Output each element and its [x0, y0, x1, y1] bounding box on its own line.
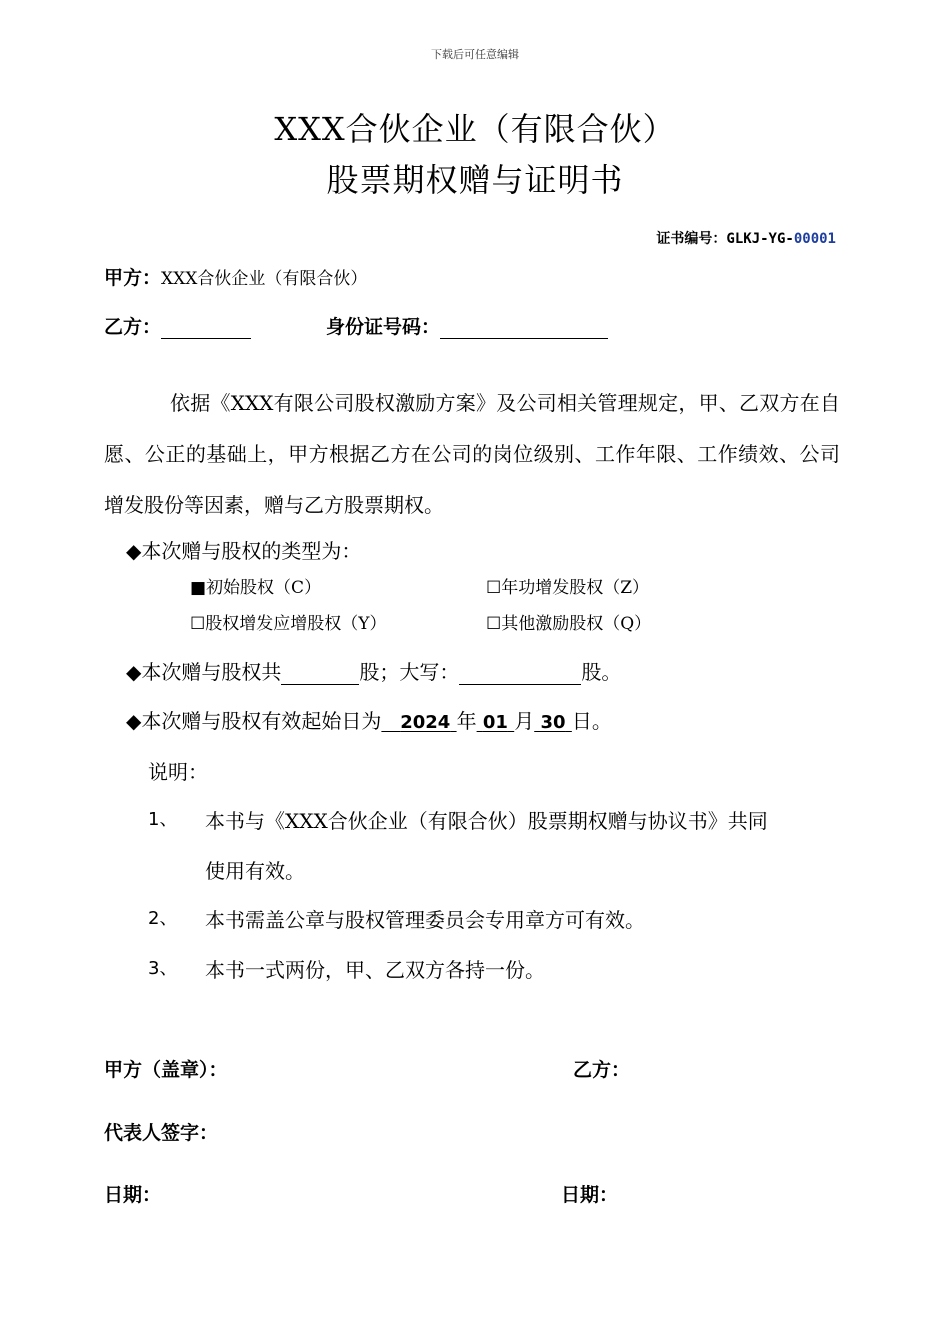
checkbox-empty-icon: ☐: [190, 614, 206, 634]
note-text: 本书与《XXX合伙企业（有限合伙）股票期权赠与协议书》共同: [205, 809, 768, 833]
id-number-label: 身份证号码：: [326, 316, 441, 338]
checkbox-empty-icon: ☐: [486, 578, 502, 598]
notes-title: 说明：: [148, 760, 208, 784]
option-label: 其他激励股权（Q）: [501, 614, 652, 634]
shares-count-blank: [281, 662, 359, 685]
document-title-line1: XXX合伙企业（有限合伙）: [274, 110, 676, 148]
start-date-month: 01: [482, 712, 508, 733]
certificate-number: [656, 228, 836, 248]
month-unit: 月: [514, 709, 535, 733]
main-paragraph: 依据《XXX有限公司股权激励方案》及公司相关管理规定，甲、乙双方在自愿、公正的基础上，甲方根据乙方在公司的岗位级别、工作年限、工作绩效、公司增发股份等因素，赠与乙方股票期权。: [104, 391, 840, 517]
shares-row: [126, 656, 621, 685]
equity-option-increase: [190, 609, 386, 634]
certificate-prefix: GLKJ-YG-: [726, 231, 794, 247]
equity-type-label: ◆本次赠与股权的类型为：: [126, 539, 362, 563]
party-b-label: 乙方：: [104, 316, 162, 338]
note-text-continued: 使用有效。: [205, 859, 305, 883]
shares-uppercase-blank: [459, 662, 581, 685]
note-number: 3、: [148, 958, 178, 979]
note-number: 1、: [148, 809, 178, 830]
option-label: 年功增发股权（Z）: [501, 578, 650, 598]
start-date-day: 30: [540, 712, 566, 733]
start-date-prefix: ◆本次赠与股权有效起始日为: [126, 709, 382, 733]
party-b-name-blank: [161, 316, 251, 339]
party-b-row: [104, 312, 251, 339]
shares-unit: 股；大写：: [359, 660, 460, 684]
equity-option-other: [486, 609, 651, 634]
year-unit: 年: [456, 709, 477, 733]
header-note: 下载后可任意编辑: [431, 48, 519, 61]
party-a-seal-label: 甲方（盖章）：: [104, 1059, 228, 1081]
start-date-row: [126, 705, 612, 734]
checkbox-checked-icon: ■: [190, 578, 207, 598]
id-number-blank: [440, 316, 608, 339]
equity-option-seniority: [486, 573, 649, 598]
party-a-date-label: 日期：: [104, 1184, 162, 1206]
certificate-label: 证书编号：: [656, 231, 727, 247]
document-title-line2: 股票期权赠与证明书: [326, 161, 624, 199]
start-date-year: 2024: [400, 712, 451, 733]
party-b-signature-label: 乙方：: [573, 1059, 631, 1081]
party-a-row: [104, 263, 367, 290]
shares-prefix: ◆本次赠与股权共: [126, 660, 282, 684]
representative-signature-label: 代表人签字：: [104, 1122, 219, 1144]
party-a-value: XXX合伙企业（有限合伙）: [161, 269, 368, 289]
party-a-label: 甲方：: [104, 267, 162, 289]
certificate-serial: 00001: [793, 231, 836, 247]
option-label: 初始股权（C）: [206, 578, 322, 598]
option-label: 股权增发应增股权（Y）: [205, 614, 387, 634]
day-unit: 日。: [571, 709, 612, 733]
id-number-row: [326, 312, 608, 339]
shares-unit-end: 股。: [581, 660, 622, 684]
note-number: 2、: [148, 908, 178, 929]
note-text: 本书需盖公章与股权管理委员会专用章方可有效。: [205, 908, 645, 932]
checkbox-empty-icon: ☐: [486, 614, 502, 634]
equity-option-initial: [190, 573, 321, 598]
note-text: 本书一式两份，甲、乙双方各持一份。: [205, 958, 545, 982]
party-b-date-label: 日期：: [561, 1184, 619, 1206]
